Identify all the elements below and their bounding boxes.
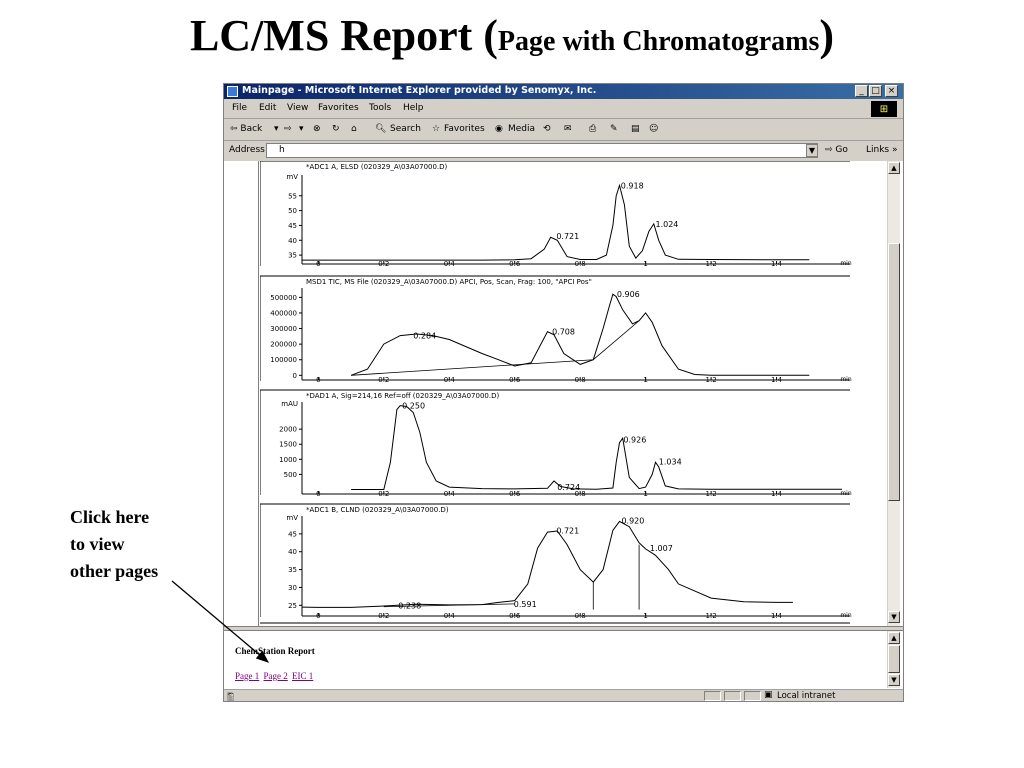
peak-label: 0.708 xyxy=(552,327,575,337)
x-tick-label: 1.4 xyxy=(770,376,783,384)
peak-label: 0.721 xyxy=(556,231,580,241)
menu-view[interactable]: View xyxy=(287,103,309,113)
slide-title-main: LC/MS Report ( xyxy=(189,11,498,60)
peak-label: 1.024 xyxy=(655,219,679,229)
maximize-button[interactable]: □ xyxy=(869,85,882,97)
favorites-icon[interactable]: ☆ xyxy=(432,124,441,134)
x-tick-label: 1.4 xyxy=(770,260,783,268)
x-tick-label: 0.4 xyxy=(443,376,455,384)
x-tick-label: 0.8 xyxy=(574,490,586,498)
forward-button[interactable]: ⇨ xyxy=(284,124,292,134)
x-tick-label: 0.4 xyxy=(443,612,455,620)
callout-line: other pages xyxy=(70,561,159,581)
x-tick-label: 0.8 xyxy=(574,260,586,268)
chart-title: *ADC1 A, ELSD (020329_A\03A07000.D) xyxy=(306,163,448,171)
menu-help[interactable]: Help xyxy=(403,103,424,113)
peak-label: 0.250 xyxy=(402,401,426,411)
close-button[interactable]: × xyxy=(885,85,898,97)
y-tick-label: 55 xyxy=(288,192,297,201)
y-axis-label: mAU xyxy=(281,400,298,408)
report-title: ChemStation Report xyxy=(235,646,315,656)
menu-favorites[interactable]: Favorites xyxy=(318,103,359,113)
go-label: Go xyxy=(835,145,848,155)
peak-label: 0.238 xyxy=(398,601,422,611)
refresh-icon[interactable]: ↻ xyxy=(332,124,340,134)
x-tick-label: 1.4 xyxy=(770,490,783,498)
slide-title-sub: Page with Chromatograms xyxy=(497,26,820,57)
scroll-down-icon[interactable]: ▼ xyxy=(888,674,900,686)
menu-tools[interactable]: Tools xyxy=(369,103,392,113)
chart-title: *DAD1 A, Sig=214,16 Ref=off (020329_A\03A07000.D) xyxy=(306,392,500,400)
address-dropdown-icon[interactable]: ▼ xyxy=(806,144,818,157)
x-tick-label: 0.2 xyxy=(378,376,390,384)
peak-label: 1.007 xyxy=(649,544,673,554)
page-1-link[interactable]: Page 1 xyxy=(235,671,260,681)
slide-title-close: ) xyxy=(819,11,835,60)
scroll-up-icon[interactable]: ▲ xyxy=(888,162,900,174)
menu-file[interactable]: File xyxy=(232,103,248,113)
address-label: Address xyxy=(229,145,265,155)
peak-label: 0.721 xyxy=(556,526,580,536)
forward-dropdown-icon[interactable]: ▾ xyxy=(299,124,304,134)
x-tick-label: 1 xyxy=(643,376,648,384)
favorites-button[interactable]: Favorites xyxy=(444,124,485,134)
callout-line: Click here xyxy=(70,507,150,527)
minimize-button[interactable]: _ xyxy=(855,85,868,97)
media-icon[interactable]: ◉ xyxy=(495,124,503,134)
intranet-icon: ▣ xyxy=(764,690,773,700)
x-tick-label: 0 xyxy=(316,376,321,384)
page-2-link[interactable]: Page 2 xyxy=(263,671,288,681)
x-tick-label: 0 xyxy=(316,490,321,498)
y-tick-label: 40 xyxy=(288,548,297,557)
x-axis-label: min xyxy=(840,260,852,267)
mail-icon[interactable]: ✉ xyxy=(564,124,572,134)
x-tick-label: 0.6 xyxy=(509,260,521,268)
y-tick-label: 45 xyxy=(288,530,297,539)
x-axis-label: min xyxy=(840,490,852,497)
go-icon: ⇨ xyxy=(825,145,833,155)
y-tick-label: 35 xyxy=(288,566,297,575)
y-tick-label: 2000 xyxy=(279,425,297,434)
x-tick-label: 0.2 xyxy=(378,612,390,620)
messenger-icon[interactable]: ☺ xyxy=(649,124,659,134)
x-tick-label: 0.4 xyxy=(443,490,455,498)
arrow-line xyxy=(172,581,268,662)
links-button[interactable]: Links » xyxy=(866,145,898,155)
x-tick-label: 1 xyxy=(643,612,648,620)
x-tick-label: 0.6 xyxy=(509,490,521,498)
search-icon[interactable]: 🔍︎ xyxy=(375,124,387,134)
peak-label: 0.926 xyxy=(623,435,647,445)
scroll-down-icon[interactable]: ▼ xyxy=(888,611,900,623)
y-tick-label: 100000 xyxy=(270,356,297,365)
x-tick-label: 0.6 xyxy=(509,376,521,384)
x-tick-label: 1.4 xyxy=(770,612,783,620)
x-axis-label: min xyxy=(840,376,852,383)
x-tick-label: 0.2 xyxy=(378,260,390,268)
y-tick-label: 30 xyxy=(288,583,297,592)
y-tick-label: 40 xyxy=(288,236,297,245)
y-tick-label: 1000 xyxy=(279,455,297,464)
stop-icon[interactable]: ⊗ xyxy=(313,124,321,134)
y-tick-label: 400000 xyxy=(270,309,297,318)
back-dropdown-icon[interactable]: ▾ xyxy=(274,124,279,134)
search-button[interactable]: Search xyxy=(390,124,421,134)
x-tick-label: 0 xyxy=(316,612,321,620)
x-tick-label: 1.2 xyxy=(705,490,717,498)
scroll-up-icon[interactable]: ▲ xyxy=(888,632,900,644)
x-tick-label: 0 xyxy=(316,260,321,268)
menu-edit[interactable]: Edit xyxy=(259,103,277,113)
y-tick-label: 45 xyxy=(288,221,297,230)
y-tick-label: 300000 xyxy=(270,325,297,334)
peak-label: 0.284 xyxy=(413,331,437,341)
media-button[interactable]: Media xyxy=(508,124,536,134)
x-tick-label: 1.2 xyxy=(705,260,717,268)
y-tick-label: 25 xyxy=(288,601,297,610)
edit-icon[interactable]: ✎ xyxy=(610,124,618,134)
y-tick-label: 50 xyxy=(288,207,297,216)
discuss-icon[interactable]: ▤ xyxy=(631,124,640,134)
window-title: Mainpage - Microsoft Internet Explorer provided by Senomyx, Inc. xyxy=(242,85,597,96)
y-axis-label: mV xyxy=(286,173,298,181)
x-tick-label: 0.4 xyxy=(443,260,455,268)
x-tick-label: 0.6 xyxy=(509,612,521,620)
peak-label: 0.918 xyxy=(620,181,644,191)
y-tick-label: 1500 xyxy=(279,440,297,449)
callout-line: to view xyxy=(70,534,125,554)
x-tick-label: 1.2 xyxy=(705,376,717,384)
address-input[interactable]: h xyxy=(266,143,818,158)
peak-label: 0.591 xyxy=(513,600,537,610)
y-tick-label: 0 xyxy=(292,371,297,380)
home-icon[interactable]: ⌂ xyxy=(351,124,357,134)
windows-logo-icon: ⊞ xyxy=(871,101,897,117)
back-button[interactable]: ⇦ Back xyxy=(230,124,263,134)
y-tick-label: 500 xyxy=(283,470,297,479)
zone-label: Local intranet xyxy=(777,691,836,701)
x-tick-label: 0.8 xyxy=(574,612,586,620)
x-tick-label: 1 xyxy=(643,490,648,498)
peak-label: 0.906 xyxy=(616,290,640,300)
peak-label: 0.920 xyxy=(621,516,645,526)
y-axis-label: mV xyxy=(286,514,298,522)
y-tick-label: 500000 xyxy=(270,293,297,302)
history-icon[interactable]: ⟲ xyxy=(543,124,551,134)
y-tick-label: 200000 xyxy=(270,340,297,349)
x-tick-label: 1.2 xyxy=(705,612,717,620)
chart-title: *ADC1 B, CLND (020329_A\03A07000.D) xyxy=(306,506,449,514)
x-tick-label: 1 xyxy=(643,260,648,268)
x-tick-label: 0.2 xyxy=(378,490,390,498)
y-tick-label: 35 xyxy=(288,251,297,260)
print-icon[interactable]: ⎙ xyxy=(589,124,597,134)
chart-title: MSD1 TIC, MS File (020329_A\03A07000.D) APCI, Pos, Scan, Frag: 100, "APCI Pos" xyxy=(306,278,592,286)
x-axis-label: min xyxy=(840,612,852,619)
page-status-icon: 🖺︎ xyxy=(227,693,235,702)
peak-label: 0.724 xyxy=(557,483,581,493)
x-tick-label: 0.8 xyxy=(574,376,586,384)
eic-1-link[interactable]: EIC 1 xyxy=(292,671,314,681)
peak-label: 1.034 xyxy=(658,457,682,467)
